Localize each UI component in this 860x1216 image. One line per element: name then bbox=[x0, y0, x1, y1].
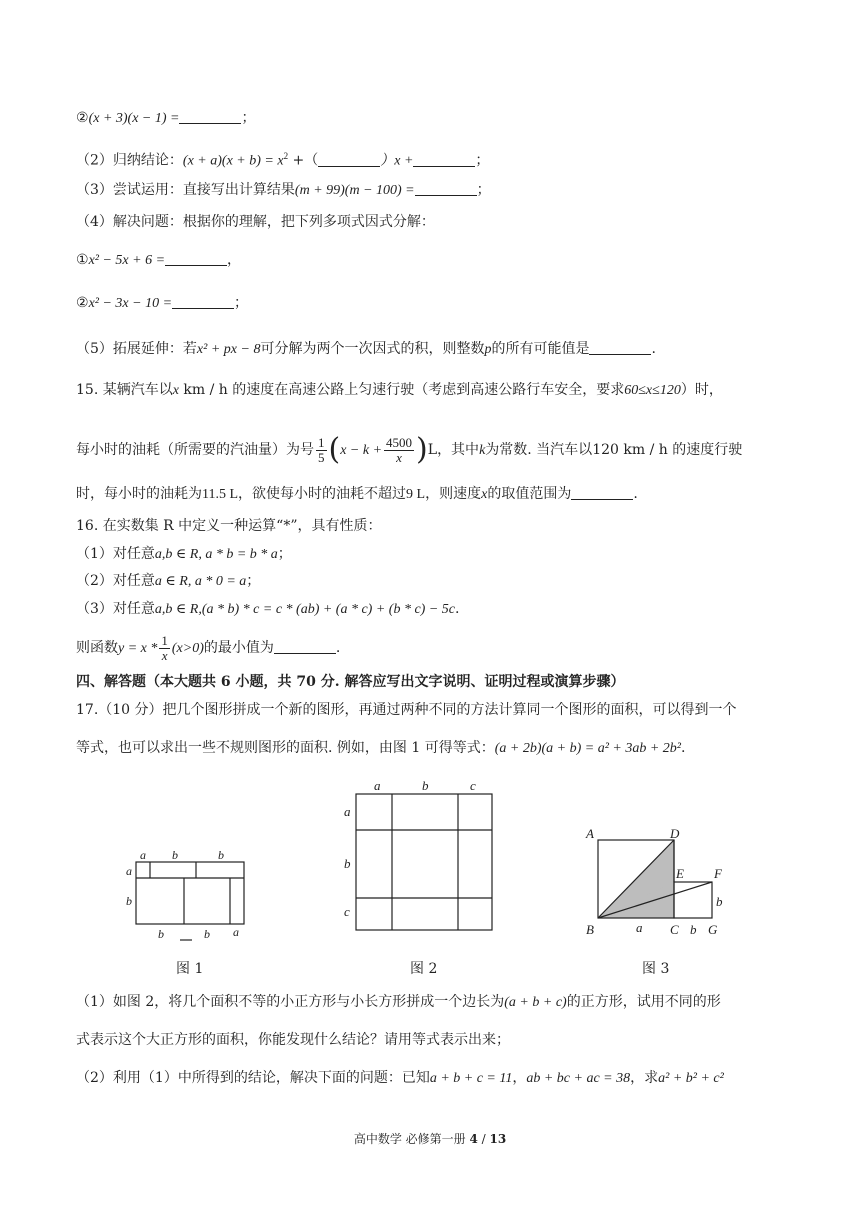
q16-prop2 bbox=[76, 571, 260, 592]
text: ，则速度 bbox=[425, 486, 482, 502]
punctuation: . bbox=[681, 740, 686, 756]
item-marker: ② bbox=[76, 295, 89, 311]
punctuation: ； bbox=[246, 573, 261, 589]
fig3-label: D bbox=[670, 826, 680, 841]
fraction-denominator: x bbox=[161, 647, 168, 663]
math-value: 11.5 L bbox=[202, 487, 239, 502]
fig3-label: b bbox=[716, 894, 723, 909]
figure-1 bbox=[120, 848, 260, 944]
math-expression: (a + b + c) bbox=[504, 995, 567, 1010]
part-label: （4）解决问题：根据你的理解，把下列多项式因式分解： bbox=[76, 214, 435, 230]
answer-blank[interactable] bbox=[589, 340, 651, 355]
fig3-label: b bbox=[690, 922, 697, 937]
text: 每小时的油耗（所需要的汽油量）为号 bbox=[76, 442, 314, 458]
punctuation: ； bbox=[475, 152, 490, 169]
text: 为常数. 当汽车以 bbox=[485, 442, 593, 458]
q16-prop3 bbox=[76, 599, 459, 620]
punctuation: ； bbox=[234, 295, 249, 311]
fig1-label: b bbox=[158, 927, 164, 941]
answer-blank[interactable] bbox=[172, 294, 234, 309]
fig1-label: b bbox=[218, 848, 224, 862]
punctuation: ； bbox=[277, 546, 292, 562]
answer-blank[interactable] bbox=[571, 485, 633, 500]
text: 则函数 bbox=[76, 640, 118, 656]
text: km / h 的速度在高速公路上匀速行驶（考虑到高速公路行车安全，要求 bbox=[183, 382, 625, 398]
q16-prop1 bbox=[76, 544, 292, 565]
part4-item1 bbox=[76, 250, 241, 271]
fraction-denominator: x bbox=[396, 449, 402, 465]
math-expression: (x>0) bbox=[171, 641, 204, 656]
math-expression: y = x * bbox=[118, 641, 158, 656]
text: （2）利用（1）中所得到的结论，解决下面的问题：已知 bbox=[76, 1070, 430, 1086]
fraction-numerator: 1 bbox=[318, 434, 325, 450]
text: 的取值范围为 bbox=[487, 486, 572, 502]
part4-line bbox=[76, 212, 435, 232]
text: 120 km / h 的速度行驶 bbox=[592, 442, 743, 458]
punctuation: ； bbox=[476, 182, 491, 198]
part2-line: （2）归纳结论：$(x + a)(x + b) = x^2$ +（ ）x + ； bbox=[76, 151, 490, 169]
math-variable: k bbox=[479, 443, 486, 458]
punctuation: . bbox=[633, 486, 638, 502]
part3-line bbox=[76, 180, 491, 201]
punctuation: ； bbox=[241, 110, 256, 126]
punctuation: . bbox=[651, 341, 656, 357]
question-text: 17.（10 分）把几个图形拼成一个新的图形，再通过两种不同的方法计算同一个图形的面积，可以得到一个 bbox=[76, 702, 737, 718]
figure-2 bbox=[336, 776, 506, 944]
math-expression: x² + px − 8 bbox=[196, 342, 261, 357]
right-paren: ) bbox=[416, 432, 428, 467]
math-expression: x − k + bbox=[340, 443, 383, 458]
item-marker: ② bbox=[76, 110, 89, 126]
answer-blank[interactable] bbox=[318, 152, 380, 167]
fraction-denominator: 5 bbox=[318, 449, 325, 465]
q16-line1 bbox=[76, 516, 381, 536]
text: 的最小值为 bbox=[203, 640, 274, 656]
math-expression: (m + 99)(m − 100) = bbox=[294, 183, 415, 198]
text: （1）如图 2，将几个面积不等的小正方形与小长方形拼成一个边长为 bbox=[76, 994, 505, 1010]
figure-3 bbox=[584, 826, 734, 942]
text: 可分解为两个一次因式的积，则整数 bbox=[260, 341, 485, 357]
question-number: 15. 某辆汽车以 bbox=[76, 382, 173, 398]
section-heading: 四、解答题（本大题共 6 小题，共 70 分. 解答应写出文字说明、证明过程或演算步骤） bbox=[76, 674, 625, 690]
fraction bbox=[384, 436, 414, 465]
part-label: （3）尝试运用：直接写出计算结果 bbox=[76, 182, 295, 198]
fig3-label: F bbox=[714, 866, 722, 881]
fig2-label: c bbox=[344, 904, 350, 919]
text: ，欲使每小时的油耗不超过 bbox=[238, 486, 407, 502]
part5-line bbox=[76, 339, 656, 360]
page-number: 4 bbox=[469, 1132, 478, 1146]
left-paren: ( bbox=[328, 432, 341, 467]
fig3-label: E bbox=[676, 866, 684, 881]
q17-sub1-line2 bbox=[76, 1030, 510, 1050]
figure-1-caption: 图 1 bbox=[176, 961, 204, 977]
fig1-label: a bbox=[126, 864, 132, 878]
punctuation: . bbox=[335, 640, 341, 656]
text: （1）对任意 bbox=[76, 546, 155, 562]
answer-blank[interactable] bbox=[415, 181, 477, 196]
math-expression: a,b ∈ R,(a * b) * c = c * (ab) + (a * c) + (b * c) − 5c bbox=[154, 602, 455, 617]
answer-blank[interactable] bbox=[179, 109, 241, 124]
fig2-label: c bbox=[470, 778, 476, 793]
text: 的所有可能值是 bbox=[491, 341, 590, 357]
fraction-numerator: 4500 bbox=[386, 434, 413, 450]
fig3-label: a bbox=[636, 920, 643, 935]
math-expression: a² + b² + c² bbox=[658, 1071, 724, 1086]
text: 等式，也可以求出一些不规则图形的面积. 例如，由图 1 可得等式： bbox=[76, 740, 495, 756]
math-expression: 60≤x≤120 bbox=[624, 383, 681, 398]
figure-3-caption: 图 3 bbox=[642, 961, 670, 977]
fig1-label: b bbox=[126, 894, 132, 908]
math-expression: ab + bc + ac = 38 bbox=[526, 1071, 631, 1086]
q17-sub2-line bbox=[76, 1068, 724, 1089]
math-expression: x² − 5x + 6 = bbox=[88, 253, 166, 268]
math-variable: p bbox=[484, 342, 492, 357]
math-expression: x² − 3x − 10 = bbox=[88, 296, 173, 311]
part-label: （2）归纳结论： bbox=[76, 152, 183, 169]
math-expression: a,b ∈ R, a * b = b * a bbox=[154, 547, 278, 562]
q15-line2 bbox=[76, 430, 742, 471]
math-expression: ）x + bbox=[380, 153, 414, 169]
page-total: 13 bbox=[489, 1132, 507, 1146]
math-expression: a + b + c = 11 bbox=[429, 1071, 513, 1086]
math-expression: (x + a)(x + b) = x bbox=[182, 153, 284, 169]
text: +（ bbox=[288, 152, 319, 169]
punctuation: . bbox=[455, 601, 460, 617]
fig1-label: a bbox=[233, 925, 239, 939]
math-expression: (x + 3)(x − 1) = bbox=[88, 111, 180, 126]
fig2-label: b bbox=[344, 856, 351, 871]
math-value: 9 L bbox=[406, 487, 426, 502]
q16-question bbox=[76, 630, 340, 667]
math-variable: x bbox=[172, 383, 179, 398]
q17-line2 bbox=[76, 738, 685, 759]
q15-line1 bbox=[76, 380, 723, 401]
fig2-label: b bbox=[422, 778, 429, 793]
text: 时，每小时的油耗为 bbox=[76, 486, 202, 502]
part1-item2 bbox=[76, 108, 255, 129]
text: （3）对任意 bbox=[76, 601, 155, 617]
fig3-label: B bbox=[586, 922, 594, 937]
answer-blank[interactable] bbox=[274, 639, 336, 654]
fig2-outer-square bbox=[356, 794, 492, 930]
page-footer bbox=[0, 1130, 860, 1147]
punctuation: ， bbox=[512, 1070, 527, 1086]
q17-line1 bbox=[76, 700, 737, 720]
q15-line3 bbox=[76, 484, 638, 505]
answer-blank[interactable] bbox=[413, 152, 475, 167]
fraction-numerator: 1 bbox=[161, 632, 168, 648]
fig3-label: G bbox=[708, 922, 718, 937]
math-expression: (a + 2b)(a + b) = a² + 3ab + 2b² bbox=[494, 741, 681, 756]
fig1-label: b bbox=[172, 848, 178, 862]
fig1-label: a bbox=[140, 848, 146, 862]
punctuation: ， bbox=[227, 252, 242, 268]
fraction bbox=[159, 634, 170, 663]
text: ，求 bbox=[630, 1070, 659, 1086]
fig1-outer-rect bbox=[136, 862, 244, 924]
fig3-label: A bbox=[586, 826, 594, 841]
part4-item2 bbox=[76, 293, 248, 314]
answer-blank[interactable] bbox=[165, 251, 227, 266]
item-marker: ① bbox=[76, 252, 89, 268]
fig2-label: a bbox=[344, 804, 351, 819]
text: ）时， bbox=[680, 382, 723, 398]
text: L，其中 bbox=[427, 442, 480, 458]
math-expression: a ∈ R, a * 0 = a bbox=[154, 574, 247, 589]
fig2-label: a bbox=[374, 778, 381, 793]
page-separator: / bbox=[477, 1132, 490, 1146]
question-text: 16. 在实数集 R 中定义一种运算“*”，具有性质： bbox=[76, 518, 382, 534]
fig3-label: C bbox=[670, 922, 679, 937]
text: （2）对任意 bbox=[76, 573, 155, 589]
text: 的正方形，试用不同的形 bbox=[566, 994, 721, 1010]
text: 式表示这个大正方形的面积，你能发现什么结论？请用等式表示出来； bbox=[76, 1032, 510, 1048]
footer-title: 高中数学 必修第一册 bbox=[353, 1132, 470, 1146]
math-variable: x bbox=[481, 487, 488, 502]
fig1-label: b bbox=[204, 927, 210, 941]
part-label: （5）拓展延伸：若 bbox=[76, 341, 197, 357]
figure-2-caption: 图 2 bbox=[410, 961, 438, 977]
fraction bbox=[316, 436, 327, 465]
q17-sub1-line1 bbox=[76, 992, 721, 1013]
